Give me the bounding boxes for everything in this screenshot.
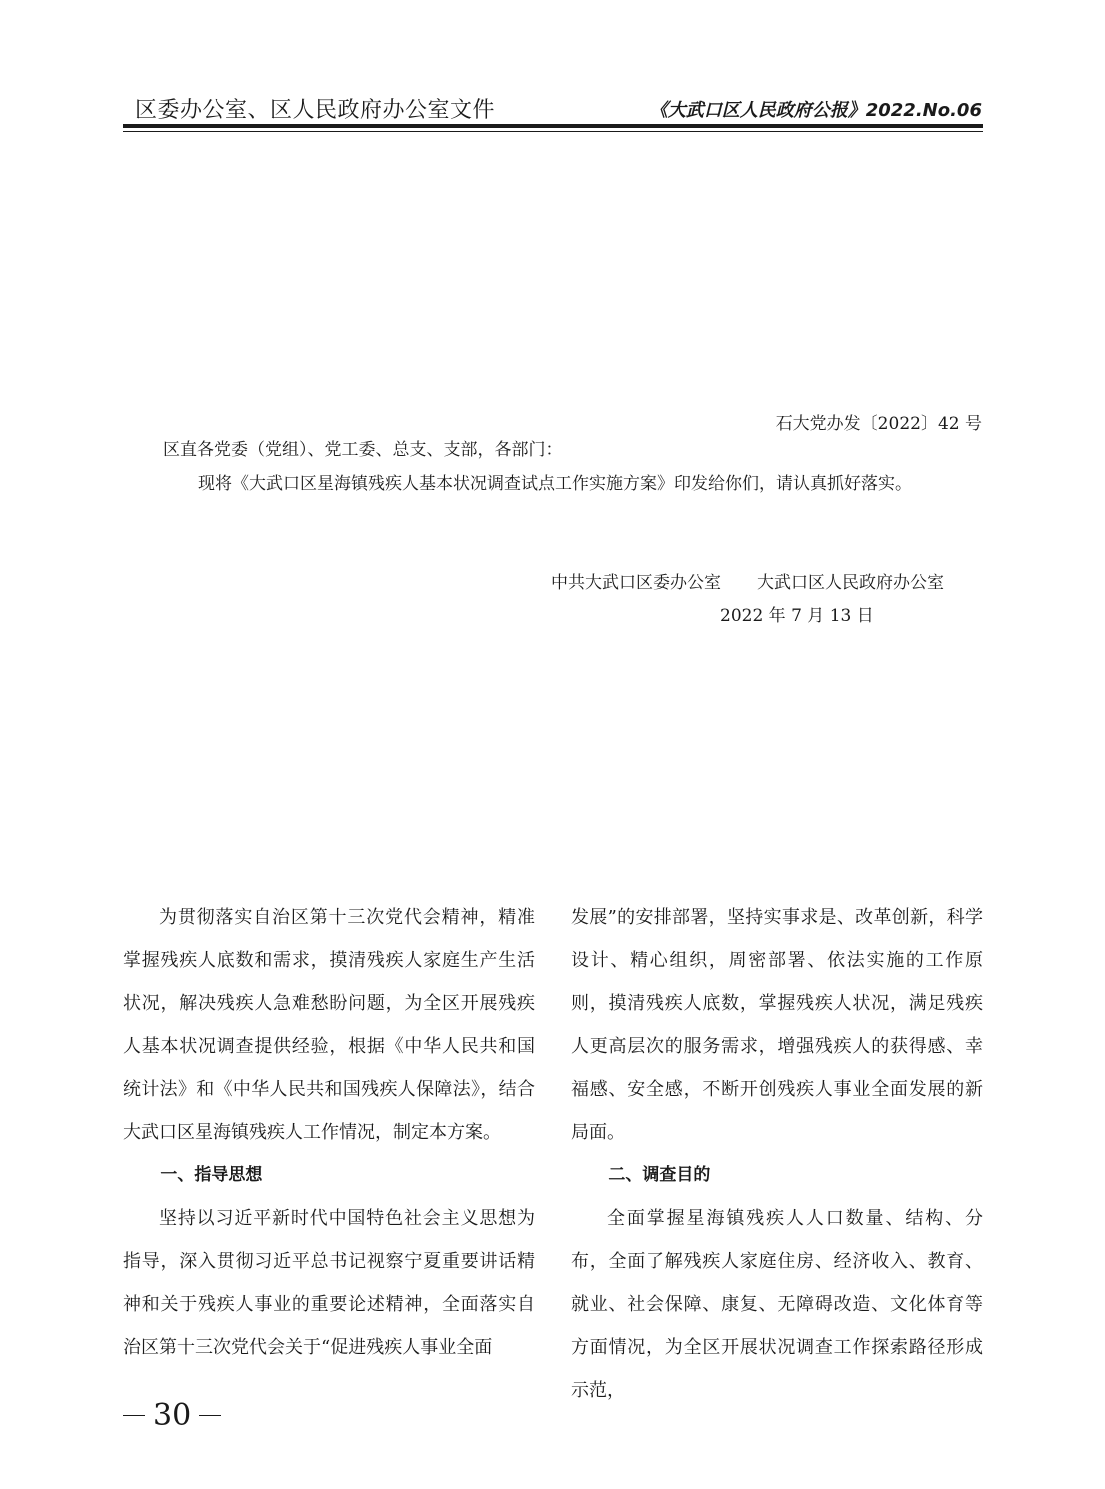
section-heading-survey-purpose: 二、调查目的 — [608, 1165, 711, 1185]
addressee: 区直各党委（党组）、党工委、总支、支部，各部门： — [163, 440, 563, 460]
guiding-thought-continuation: 发展”的安排部署，坚持实事求是、改革创新，科学设计、精心组织，周密部署、依法实施的工作原则，摸清残疾人底数，掌握残疾人状况，满足残疾人更高层次的服务需求，增强残疾人的获得感、幸福感、安全感，不断开创残疾人事业全面发展的新局面。 — [571, 907, 983, 1143]
notice-body: 现将《大武口区星海镇残疾人基本状况调查试点工作实施方案》印发给你们，请认真抓好落实。 — [198, 474, 912, 494]
issuer-party-office: 中共大武口区委办公室 — [551, 573, 721, 593]
left-column — [123, 896, 535, 1369]
survey-purpose-paragraph: 全面掌握星海镇残疾人人口数量、结构、分布，全面了解残疾人家庭住房、经济收入、教育、就业、社会保障、康复、无障碍改造、文化体育等方面情况，为全区开展状况调查工作探索路径形成示范， — [571, 1208, 983, 1401]
issuer-government-office: 大武口区人民政府办公室 — [757, 573, 944, 593]
page-number — [123, 1398, 221, 1433]
guiding-thought-paragraph: 坚持以习近平新时代中国特色社会主义思想为指导，深入贯彻习近平总书记视察宁夏重要讲话精神和关于残疾人事业的重要论述精神，全面落实自治区第十三次党代会关于“促进残疾人事业全面 — [123, 1208, 535, 1358]
page-number-dash-right — [199, 1415, 221, 1417]
intro-paragraph: 为贯彻落实自治区第十三次党代会精神，精准掌握残疾人底数和需求，摸清残疾人家庭生产生活状况，解决残疾人急难愁盼问题，为全区开展残疾人基本状况调查提供经验，根据《中华人民共和国统计法》和《中华人民共和国残疾人保障法》，结合大武口区星海镇残疾人工作情况，制定本方案。 — [123, 907, 535, 1143]
right-column — [571, 896, 983, 1412]
issue-date: 2022 年 7 月 13 日 — [720, 606, 874, 626]
header-title: 区委办公室、区人民政府办公室文件 — [135, 98, 496, 123]
gazette-issue: 《大武口区人民政府公报》2022.No.06 — [649, 100, 982, 121]
page-number-dash-left — [123, 1415, 145, 1417]
section-heading-guiding-thought: 一、指导思想 — [160, 1165, 263, 1185]
page-number-value: 30 — [153, 1398, 192, 1433]
document-number: 石大党办发〔2022〕42 号 — [775, 414, 982, 434]
header-rule-thin — [123, 131, 983, 132]
header-rule-thick — [123, 124, 983, 128]
